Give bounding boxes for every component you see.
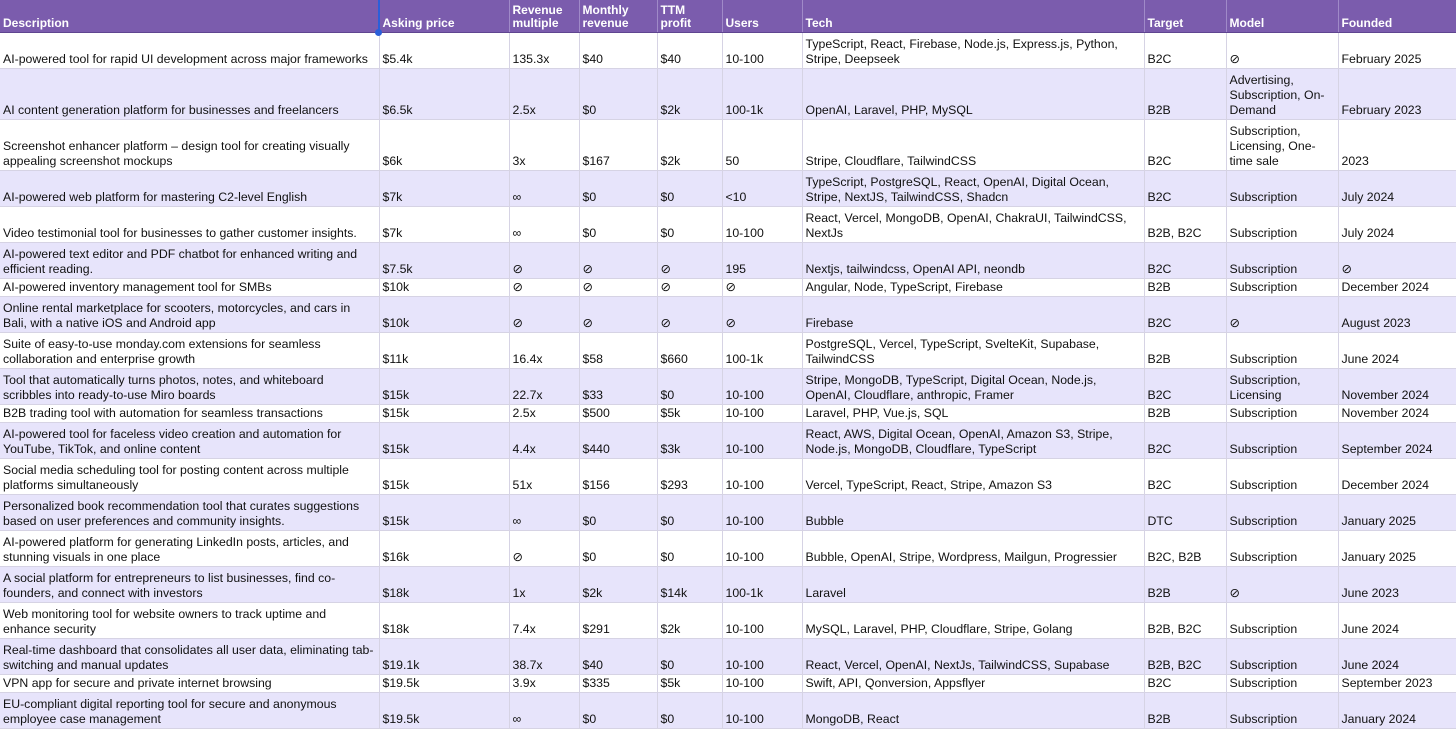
cell-ttm-profit[interactable]: $660 — [657, 333, 722, 369]
cell-asking-price[interactable]: $6k — [379, 120, 509, 171]
cell-description[interactable]: AI-powered tool for rapid UI development across major frameworks — [0, 33, 379, 69]
cell-tech[interactable]: React, AWS, Digital Ocean, OpenAI, Amazon S3, Stripe, Node.js, MongoDB, Cloudflare, TypeScript — [802, 423, 1144, 459]
cell-target[interactable]: B2B, B2C — [1144, 603, 1226, 639]
cell-ttm-profit[interactable]: $293 — [657, 459, 722, 495]
cell-founded[interactable]: January 2025 — [1338, 495, 1456, 531]
cell-model[interactable]: Subscription — [1226, 243, 1338, 279]
cell-model[interactable]: Subscription — [1226, 693, 1338, 729]
cell-model[interactable]: ⊘ — [1226, 33, 1338, 69]
table-body — [0, 33, 1456, 729]
cell-tech[interactable]: Laravel — [802, 567, 1144, 603]
cell-users[interactable]: 10-100 — [722, 495, 802, 531]
cell-model[interactable]: Advertising, Subscription, On-Demand — [1226, 69, 1338, 120]
cell-asking-price[interactable]: $10k — [379, 279, 509, 297]
table-row — [0, 369, 1456, 405]
cell-target[interactable]: B2B — [1144, 333, 1226, 369]
cell-monthly-revenue[interactable]: $0 — [579, 495, 657, 531]
cell-description[interactable]: AI-powered tool for faceless video creation and automation for YouTube, TikTok, and online content — [0, 423, 379, 459]
cell-revenue-multiple[interactable]: 7.4x — [509, 603, 579, 639]
cell-revenue-multiple[interactable]: 2.5x — [509, 69, 579, 120]
cell-ttm-profit[interactable]: $3k — [657, 423, 722, 459]
cell-revenue-multiple[interactable]: ∞ — [509, 207, 579, 243]
cell-tech[interactable]: Firebase — [802, 297, 1144, 333]
cell-monthly-revenue[interactable]: $335 — [579, 675, 657, 693]
table-row — [0, 531, 1456, 567]
cell-founded[interactable]: January 2024 — [1338, 693, 1456, 729]
cell-target[interactable]: B2B, B2C — [1144, 639, 1226, 675]
cell-ttm-profit[interactable]: $0 — [657, 495, 722, 531]
cell-ttm-profit[interactable]: $0 — [657, 369, 722, 405]
table-row — [0, 279, 1456, 297]
cell-monthly-revenue[interactable]: $40 — [579, 639, 657, 675]
cell-asking-price[interactable]: $6.5k — [379, 69, 509, 120]
cell-asking-price[interactable]: $16k — [379, 531, 509, 567]
cell-users[interactable]: 10-100 — [722, 531, 802, 567]
cell-asking-price[interactable]: $15k — [379, 369, 509, 405]
cell-ttm-profit[interactable]: $2k — [657, 120, 722, 171]
cell-model[interactable]: ⊘ — [1226, 297, 1338, 333]
cell-asking-price[interactable]: $19.5k — [379, 693, 509, 729]
cell-asking-price[interactable]: $10k — [379, 297, 509, 333]
cell-target[interactable]: B2C — [1144, 459, 1226, 495]
cell-tech[interactable]: TypeScript, PostgreSQL, React, OpenAI, Digital Ocean, Stripe, NextJS, TailwindCSS, Shadcn — [802, 171, 1144, 207]
cell-revenue-multiple[interactable]: 38.7x — [509, 639, 579, 675]
table-row — [0, 69, 1456, 120]
cell-founded[interactable]: June 2023 — [1338, 567, 1456, 603]
cell-description[interactable]: VPN app for secure and private internet browsing — [0, 675, 379, 693]
cell-monthly-revenue[interactable]: $0 — [579, 69, 657, 120]
cell-monthly-revenue[interactable]: $0 — [579, 531, 657, 567]
cell-founded[interactable]: September 2023 — [1338, 675, 1456, 693]
column-header-description[interactable]: Description — [0, 0, 379, 33]
cell-users[interactable]: 100-1k — [722, 333, 802, 369]
cell-founded[interactable]: July 2024 — [1338, 207, 1456, 243]
cell-ttm-profit[interactable]: $0 — [657, 639, 722, 675]
cell-revenue-multiple[interactable]: 1x — [509, 567, 579, 603]
table-row — [0, 675, 1456, 693]
cell-revenue-multiple[interactable]: 16.4x — [509, 333, 579, 369]
cell-model[interactable]: ⊘ — [1226, 567, 1338, 603]
cell-ttm-profit[interactable]: ⊘ — [657, 243, 722, 279]
cell-revenue-multiple[interactable]: 3x — [509, 120, 579, 171]
cell-target[interactable]: B2C — [1144, 243, 1226, 279]
cell-revenue-multiple[interactable]: 51x — [509, 459, 579, 495]
table-row — [0, 297, 1456, 333]
cell-users[interactable]: ⊘ — [722, 279, 802, 297]
table-row — [0, 639, 1456, 675]
table-row — [0, 423, 1456, 459]
cell-model[interactable]: Subscription, Licensing, One-time sale — [1226, 120, 1338, 171]
cell-monthly-revenue[interactable]: $33 — [579, 369, 657, 405]
cell-founded[interactable]: December 2024 — [1338, 459, 1456, 495]
cell-users[interactable]: ⊘ — [722, 297, 802, 333]
cell-model[interactable]: Subscription — [1226, 279, 1338, 297]
cell-revenue-multiple[interactable]: 22.7x — [509, 369, 579, 405]
cell-target[interactable]: B2B — [1144, 567, 1226, 603]
header-row — [0, 0, 1456, 33]
cell-description[interactable]: A social platform for entrepreneurs to list businesses, find co-founders, and connect with investors — [0, 567, 379, 603]
cell-description[interactable]: Web monitoring tool for website owners to track uptime and enhance security — [0, 603, 379, 639]
cell-target[interactable]: B2B — [1144, 405, 1226, 423]
table-row — [0, 567, 1456, 603]
cell-target[interactable]: B2C — [1144, 297, 1226, 333]
cell-founded[interactable]: February 2025 — [1338, 33, 1456, 69]
cell-ttm-profit[interactable]: $14k — [657, 567, 722, 603]
cell-founded[interactable]: February 2023 — [1338, 69, 1456, 120]
column-header-users[interactable]: Users — [722, 0, 802, 33]
cell-tech[interactable]: Stripe, Cloudflare, TailwindCSS — [802, 120, 1144, 171]
cell-target[interactable]: B2B — [1144, 279, 1226, 297]
cell-users[interactable]: 195 — [722, 243, 802, 279]
cell-asking-price[interactable]: $19.1k — [379, 639, 509, 675]
cell-description[interactable]: Video testimonial tool for businesses to gather customer insights. — [0, 207, 379, 243]
cell-ttm-profit[interactable]: $2k — [657, 603, 722, 639]
cell-target[interactable]: B2B — [1144, 69, 1226, 120]
cell-monthly-revenue[interactable]: $500 — [579, 405, 657, 423]
table-row — [0, 243, 1456, 279]
cell-target[interactable]: B2B, B2C — [1144, 207, 1226, 243]
cell-monthly-revenue[interactable]: $40 — [579, 33, 657, 69]
cell-monthly-revenue[interactable]: $0 — [579, 693, 657, 729]
column-header-asking-price[interactable]: Asking price — [379, 0, 509, 33]
cell-tech[interactable]: MySQL, Laravel, PHP, Cloudflare, Stripe, Golang — [802, 603, 1144, 639]
cell-users[interactable]: 10-100 — [722, 693, 802, 729]
cell-asking-price[interactable]: $7.5k — [379, 243, 509, 279]
cell-ttm-profit[interactable]: $0 — [657, 531, 722, 567]
cell-model[interactable]: Subscription — [1226, 639, 1338, 675]
cell-model[interactable]: Subscription — [1226, 171, 1338, 207]
cell-asking-price[interactable]: $18k — [379, 603, 509, 639]
cell-tech[interactable]: Laravel, PHP, Vue.js, SQL — [802, 405, 1144, 423]
cell-revenue-multiple[interactable]: ∞ — [509, 171, 579, 207]
cell-ttm-profit[interactable]: $5k — [657, 405, 722, 423]
cell-asking-price[interactable]: $15k — [379, 405, 509, 423]
cell-users[interactable]: 10-100 — [722, 33, 802, 69]
cell-tech[interactable]: Nextjs, tailwindcss, OpenAI API, neondb — [802, 243, 1144, 279]
cell-revenue-multiple[interactable]: ∞ — [509, 495, 579, 531]
cell-founded[interactable]: June 2024 — [1338, 333, 1456, 369]
column-header-revenue-multiple[interactable]: Revenue multiple — [509, 0, 579, 33]
cell-users[interactable]: 50 — [722, 120, 802, 171]
cell-founded[interactable]: July 2024 — [1338, 171, 1456, 207]
cell-tech[interactable]: Swift, API, Qonversion, Appsflyer — [802, 675, 1144, 693]
cell-asking-price[interactable]: $15k — [379, 495, 509, 531]
cell-monthly-revenue[interactable]: ⊘ — [579, 279, 657, 297]
cell-ttm-profit[interactable]: $2k — [657, 69, 722, 120]
cell-description[interactable]: Screenshot enhancer platform – design tool for creating visually appealing screenshot mockups — [0, 120, 379, 171]
column-header-model[interactable]: Model — [1226, 0, 1338, 33]
cell-users[interactable]: 10-100 — [722, 207, 802, 243]
cell-ttm-profit[interactable]: $5k — [657, 675, 722, 693]
cell-founded[interactable]: December 2024 — [1338, 279, 1456, 297]
cell-model[interactable]: Subscription — [1226, 495, 1338, 531]
cell-users[interactable]: 10-100 — [722, 369, 802, 405]
cell-revenue-multiple[interactable]: ∞ — [509, 693, 579, 729]
table-row — [0, 495, 1456, 531]
table-row — [0, 693, 1456, 729]
cell-revenue-multiple[interactable]: 2.5x — [509, 405, 579, 423]
cell-monthly-revenue[interactable]: $2k — [579, 567, 657, 603]
cell-description[interactable]: AI content generation platform for businesses and freelancers — [0, 69, 379, 120]
cell-tech[interactable]: OpenAI, Laravel, PHP, MySQL — [802, 69, 1144, 120]
cell-model[interactable]: Subscription — [1226, 603, 1338, 639]
cell-founded[interactable]: September 2024 — [1338, 423, 1456, 459]
table-row — [0, 603, 1456, 639]
cell-monthly-revenue[interactable]: $291 — [579, 603, 657, 639]
cell-asking-price[interactable]: $18k — [379, 567, 509, 603]
cell-description[interactable]: AI-powered inventory management tool for SMBs — [0, 279, 379, 297]
cell-ttm-profit[interactable]: $0 — [657, 171, 722, 207]
cell-tech[interactable]: React, Vercel, OpenAI, NextJs, TailwindCSS, Supabase — [802, 639, 1144, 675]
cell-model[interactable]: Subscription — [1226, 531, 1338, 567]
cell-founded[interactable]: ⊘ — [1338, 243, 1456, 279]
column-header-monthly-revenue[interactable]: Monthly revenue — [579, 0, 657, 33]
table-row — [0, 405, 1456, 423]
cell-asking-price[interactable]: $11k — [379, 333, 509, 369]
table-row — [0, 333, 1456, 369]
cell-revenue-multiple[interactable]: 3.9x — [509, 675, 579, 693]
cell-description[interactable]: AI-powered web platform for mastering C2-level English — [0, 171, 379, 207]
cell-monthly-revenue[interactable]: $156 — [579, 459, 657, 495]
cell-founded[interactable]: June 2024 — [1338, 639, 1456, 675]
cell-revenue-multiple[interactable]: ⊘ — [509, 279, 579, 297]
cell-target[interactable]: B2C — [1144, 423, 1226, 459]
cell-ttm-profit[interactable]: $0 — [657, 693, 722, 729]
cell-founded[interactable]: November 2024 — [1338, 405, 1456, 423]
cell-description[interactable]: Tool that automatically turns photos, notes, and whiteboard scribbles into ready-to-use Miro boards — [0, 369, 379, 405]
cell-founded[interactable]: January 2025 — [1338, 531, 1456, 567]
cell-tech[interactable]: Angular, Node, TypeScript, Firebase — [802, 279, 1144, 297]
table-row — [0, 171, 1456, 207]
cell-tech[interactable]: TypeScript, React, Firebase, Node.js, Express.js, Python, Stripe, Deepseek — [802, 33, 1144, 69]
cell-description[interactable]: Real-time dashboard that consolidates all user data, eliminating tab-switching and manual updates — [0, 639, 379, 675]
cell-tech[interactable]: Bubble, OpenAI, Stripe, Wordpress, Mailgun, Progressier — [802, 531, 1144, 567]
cell-target[interactable]: DTC — [1144, 495, 1226, 531]
cell-tech[interactable]: Vercel, TypeScript, React, Stripe, Amazon S3 — [802, 459, 1144, 495]
cell-model[interactable]: Subscription, Licensing — [1226, 369, 1338, 405]
cell-monthly-revenue[interactable]: $0 — [579, 207, 657, 243]
cell-founded[interactable]: 2023 — [1338, 120, 1456, 171]
cell-users[interactable]: 100-1k — [722, 69, 802, 120]
cell-users[interactable]: 10-100 — [722, 639, 802, 675]
cell-revenue-multiple[interactable]: ⊘ — [509, 243, 579, 279]
cell-target[interactable]: B2B — [1144, 693, 1226, 729]
cell-tech[interactable]: PostgreSQL, Vercel, TypeScript, SvelteKit, Supabase, TailwindCSS — [802, 333, 1144, 369]
cell-revenue-multiple[interactable]: 135.3x — [509, 33, 579, 69]
cell-ttm-profit[interactable]: $0 — [657, 207, 722, 243]
cell-monthly-revenue[interactable]: ⊘ — [579, 243, 657, 279]
cell-ttm-profit[interactable]: ⊘ — [657, 297, 722, 333]
cell-ttm-profit[interactable]: ⊘ — [657, 279, 722, 297]
cell-asking-price[interactable]: $19.5k — [379, 675, 509, 693]
cell-description[interactable]: B2B trading tool with automation for seamless transactions — [0, 405, 379, 423]
column-header-tech[interactable]: Tech — [802, 0, 1144, 33]
cell-model[interactable]: Subscription — [1226, 459, 1338, 495]
cell-users[interactable]: <10 — [722, 171, 802, 207]
cell-monthly-revenue[interactable]: $440 — [579, 423, 657, 459]
cell-monthly-revenue[interactable]: $0 — [579, 171, 657, 207]
cell-model[interactable]: Subscription — [1226, 207, 1338, 243]
column-header-founded[interactable]: Founded — [1338, 0, 1456, 33]
cell-users[interactable]: 10-100 — [722, 405, 802, 423]
cell-tech[interactable]: Bubble — [802, 495, 1144, 531]
table-row — [0, 207, 1456, 243]
cell-asking-price[interactable]: $5.4k — [379, 33, 509, 69]
cell-users[interactable]: 10-100 — [722, 603, 802, 639]
cell-users[interactable]: 100-1k — [722, 567, 802, 603]
cell-tech[interactable]: MongoDB, React — [802, 693, 1144, 729]
cell-monthly-revenue[interactable]: ⊘ — [579, 297, 657, 333]
cell-tech[interactable]: Stripe, MongoDB, TypeScript, Digital Ocean, Node.js, OpenAI, Cloudflare, anthropic, Framer — [802, 369, 1144, 405]
cell-model[interactable]: Subscription — [1226, 333, 1338, 369]
cell-target[interactable]: B2C — [1144, 369, 1226, 405]
cell-revenue-multiple[interactable]: ⊘ — [509, 297, 579, 333]
cell-asking-price[interactable]: $7k — [379, 171, 509, 207]
cell-target[interactable]: B2C, B2B — [1144, 531, 1226, 567]
cell-ttm-profit[interactable]: $40 — [657, 33, 722, 69]
cell-description[interactable]: Online rental marketplace for scooters, motorcycles, and cars in Bali, with a native iOS and Android app — [0, 297, 379, 333]
cell-description[interactable]: AI-powered text editor and PDF chatbot for enhanced writing and efficient reading. — [0, 243, 379, 279]
cell-description[interactable]: Social media scheduling tool for posting content across multiple platforms simultaneously — [0, 459, 379, 495]
cell-monthly-revenue[interactable]: $167 — [579, 120, 657, 171]
cell-users[interactable]: 10-100 — [722, 675, 802, 693]
cell-selection-handle[interactable] — [375, 29, 382, 36]
cell-description[interactable]: Suite of easy-to-use monday.com extensions for seamless collaboration and enterprise growth — [0, 333, 379, 369]
cell-model[interactable]: Subscription — [1226, 405, 1338, 423]
cell-users[interactable]: 10-100 — [722, 423, 802, 459]
cell-revenue-multiple[interactable]: 4.4x — [509, 423, 579, 459]
cell-founded[interactable]: November 2024 — [1338, 369, 1456, 405]
table-row — [0, 33, 1456, 69]
cell-target[interactable]: B2C — [1144, 33, 1226, 69]
cell-description[interactable]: EU-compliant digital reporting tool for secure and anonymous employee case management — [0, 693, 379, 729]
table-row — [0, 459, 1456, 495]
cell-founded[interactable]: June 2024 — [1338, 603, 1456, 639]
cell-founded[interactable]: August 2023 — [1338, 297, 1456, 333]
cell-revenue-multiple[interactable]: ⊘ — [509, 531, 579, 567]
column-header-target[interactable]: Target — [1144, 0, 1226, 33]
cell-asking-price[interactable]: $7k — [379, 207, 509, 243]
cell-asking-price[interactable]: $15k — [379, 459, 509, 495]
cell-model[interactable]: Subscription — [1226, 675, 1338, 693]
cell-description[interactable]: Personalized book recommendation tool that curates suggestions based on user preferences and community insights. — [0, 495, 379, 531]
cell-model[interactable]: Subscription — [1226, 423, 1338, 459]
cell-target[interactable]: B2C — [1144, 675, 1226, 693]
cell-tech[interactable]: React, Vercel, MongoDB, OpenAI, ChakraUI, TailwindCSS, NextJs — [802, 207, 1144, 243]
cell-monthly-revenue[interactable]: $58 — [579, 333, 657, 369]
column-header-ttm-profit[interactable]: TTM profit — [657, 0, 722, 33]
cell-target[interactable]: B2C — [1144, 120, 1226, 171]
cell-description[interactable]: AI-powered platform for generating LinkedIn posts, articles, and stunning visuals in one place — [0, 531, 379, 567]
cell-asking-price[interactable]: $15k — [379, 423, 509, 459]
cell-users[interactable]: 10-100 — [722, 459, 802, 495]
cell-target[interactable]: B2C — [1144, 171, 1226, 207]
table-row — [0, 120, 1456, 171]
